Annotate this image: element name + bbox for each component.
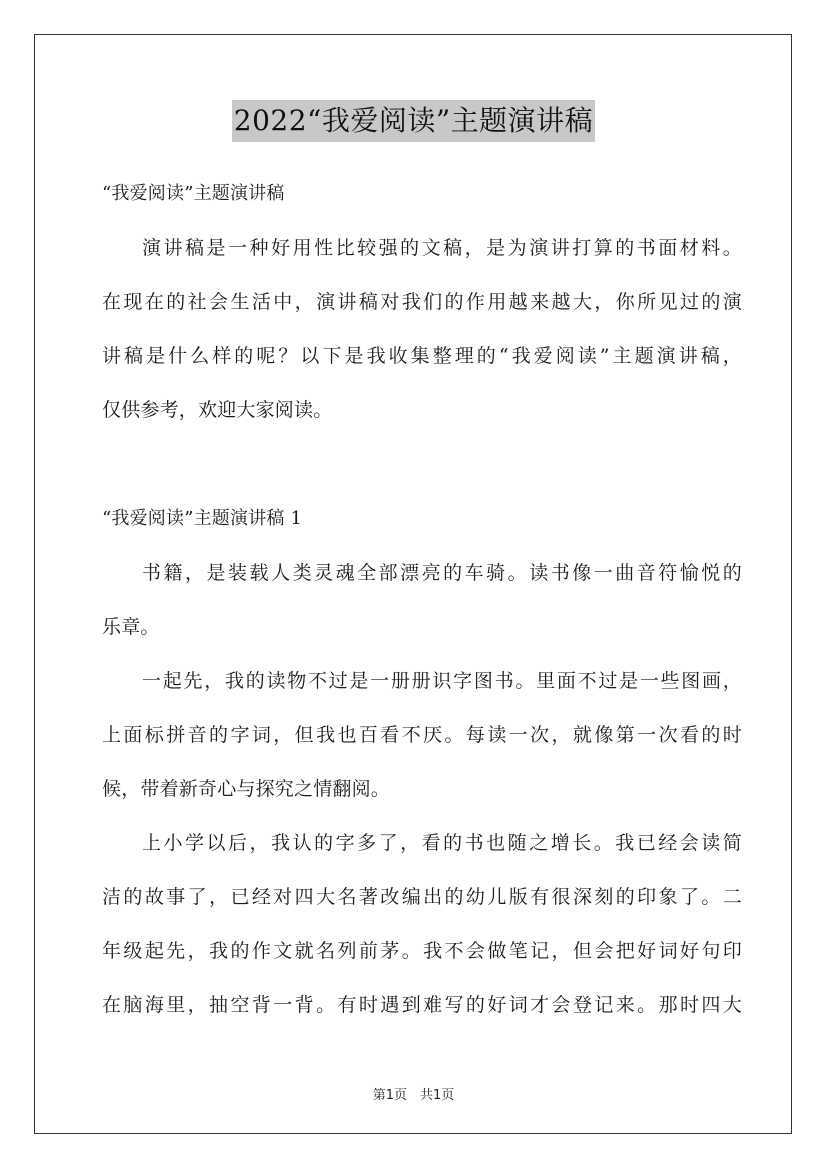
- body-line-2: 乐章。: [102, 616, 160, 638]
- body-line-7: 洁的故事了，已经对四大名著改编出的幼儿版有很深刻的印象了。二: [102, 886, 742, 908]
- intro-line-2: 在现在的社会生活中，演讲稿对我们的作用越来越大，你所见过的演: [102, 291, 742, 313]
- body-line-5: 候，带着新奇心与探究之情翻阅。: [102, 778, 391, 800]
- document-subtitle: “我爱阅读”主题演讲稿: [102, 183, 285, 204]
- intro-line-4: 仅供参考，欢迎大家阅读。: [102, 399, 333, 421]
- body-line-3: 一起先，我的读物不过是一册册识字图书。里面不过是一些图画，: [142, 670, 742, 692]
- body-line-4: 上面标拼音的字词，但我也百看不厌。每读一次，就像第一次看的时: [102, 724, 742, 746]
- intro-line-1: 演讲稿是一种好用性比较强的文稿，是为演讲打算的书面材料。: [142, 237, 742, 259]
- body-line-6: 上小学以后，我认的字多了，看的书也随之增长。我已经会读简: [142, 832, 742, 854]
- body-line-8: 年级起先，我的作文就名列前茅。我不会做笔记，但会把好词好句印: [102, 940, 742, 962]
- body-line-1: 书籍，是装载人类灵魂全部漂亮的车骑。读书像一曲音符愉悦的: [142, 562, 742, 584]
- body-line-9: 在脑海里，抽空背一背。有时遇到难写的好词才会登记来。那时四大: [102, 994, 742, 1016]
- document-title: 2022“我爱阅读”主题演讲稿: [232, 100, 595, 142]
- page-number-footer: 第1页 共1页: [372, 1088, 455, 1103]
- section-heading: “我爱阅读”主题演讲稿 1: [102, 508, 303, 529]
- intro-line-3: 讲稿是什么样的呢？以下是我收集整理的“我爱阅读”主题演讲稿，: [102, 345, 742, 367]
- title-container: [0, 100, 827, 142]
